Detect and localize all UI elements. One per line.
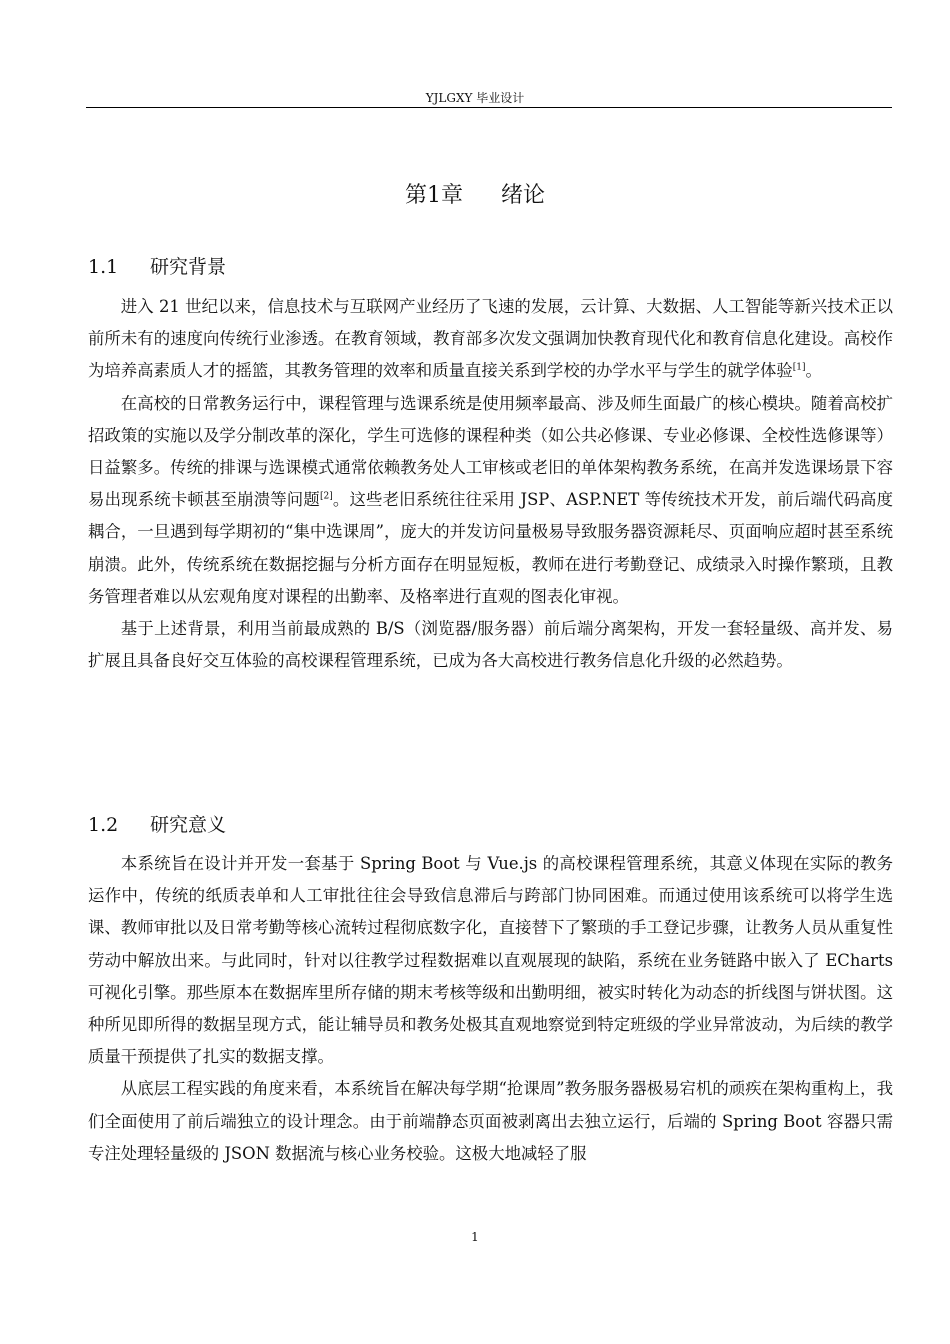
section-heading-1-1 bbox=[88, 253, 226, 281]
citation: [2] bbox=[319, 491, 333, 502]
paragraph bbox=[88, 848, 893, 1073]
paragraph-text-tail: 。 bbox=[805, 361, 822, 381]
chapter-title bbox=[0, 180, 950, 212]
paragraph-text: 从底层工程实践的角度来看，本系统旨在解决每学期“抢课周”教务服务器极易宕机的顽疾在架构重构上，我们全面使用了前后端独立的设计理念。由于前端静态页面被剥离出去独立运行，后端的 Spring Boot 容器只需专注处理轻量级的 JSON 数据流与核心业务校验。这极大地减轻了服 bbox=[88, 1079, 893, 1163]
paragraph bbox=[88, 1073, 893, 1170]
citation: [1] bbox=[792, 362, 806, 373]
section-1-1-body bbox=[88, 291, 893, 677]
section-number: 1.1 bbox=[88, 256, 119, 278]
header-rule bbox=[86, 107, 892, 108]
section-heading-1-2 bbox=[88, 811, 226, 839]
paragraph bbox=[88, 613, 893, 677]
section-title: 研究意义 bbox=[150, 814, 227, 836]
section-number: 1.2 bbox=[88, 814, 119, 836]
paragraph-text-tail: 。这些老旧系统往往采用 JSP、ASP.NET 等传统技术开发，前后端代码高度耦合，一旦遇到每学期初的“集中选课周”，庞大的并发访问量极易导致服务器资源耗尽、页面响应超时甚至系统崩溃。此外，传统系统在数据挖掘与分析方面存在明显短板，教师在进行考勤登记、成绩录入时操作繁琐，且教务管理者难以从宏观角度对课程的出勤率、及格率进行直观的图表化审视。 bbox=[88, 490, 894, 606]
section-1-2-body bbox=[88, 848, 893, 1170]
paragraph-text: 进入 21 世纪以来，信息技术与互联网产业经历了飞速的发展，云计算、大数据、人工智能等新兴技术正以前所未有的速度向传统行业渗透。在教育领域，教育部多次发文强调加快教育现代化和教育信息化建设。高校作为培养高素质人才的摇篮，其教务管理的效率和质量直接关系到学校的办学水平与学生的就学体验 bbox=[88, 297, 893, 381]
running-header: YJLGXY 毕业设计 bbox=[425, 91, 525, 105]
paragraph-text: 在高校的日常教务运行中，课程管理与选课系统是使用频率最高、涉及师生面最广的核心模块。随着高校扩招政策的实施以及学分制改革的深化，学生可选修的课程种类（如公共必修课、专业必修课、全校性选修课等）日益繁多。传统的排课与选课模式通常依赖教务处人工审核或老旧的单体架构教务系统，在高并发选课场景下容易出现系统卡顿甚至崩溃等问题 bbox=[88, 393, 893, 510]
chapter-number: 第1章 bbox=[404, 183, 463, 208]
paragraph-text: 本系统旨在设计并开发一套基于 Spring Boot 与 Vue.js 的高校课程管理系统，其意义体现在实际的教务运作中，传统的纸质表单和人工审批往往会导致信息滞后与跨部门协同困难。而通过使用该系统可以将学生选课、教师审批以及日常考勤等核心流转过程彻底数字化，直接替下了繁琐的手工登记步骤，让教务人员从重复性劳动中解放出来。与此同时，针对以往教学过程数据难以直观展现的缺陷，系统在业务链路中嵌入了 ECharts 可视化引擎。那些原本在数据库里所存储的期末考核等级和出勤明细，被实时转化为动态的折线图与饼状图。这种所见即所得的数据呈现方式，能让辅导员和教务处极其直观地察觉到特定班级的学业异常波动，为后续的教学质量干预提供了扎实的数据支撑。 bbox=[88, 854, 893, 1067]
page-number: 1 bbox=[471, 1230, 479, 1244]
paragraph bbox=[88, 291, 893, 388]
paragraph bbox=[88, 388, 893, 613]
section-title: 研究背景 bbox=[150, 256, 227, 278]
paragraph-text: 基于上述背景，利用当前最成熟的 B/S（浏览器/服务器）前后端分离架构，开发一套轻量级、高并发、易扩展且具备良好交互体验的高校课程管理系统，已成为各大高校进行教务信息化升级的必然趋势。 bbox=[88, 619, 893, 671]
chapter-name: 绪论 bbox=[500, 183, 545, 208]
